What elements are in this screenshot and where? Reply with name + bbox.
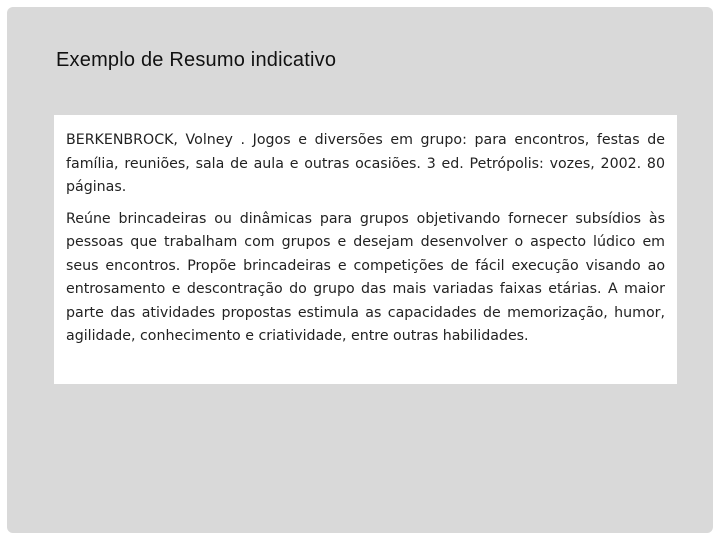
bibliographic-reference: BERKENBROCK, Volney . Jogos e diversões em grupo: para encontros, festas de família, reuniões, sala de aula e outras ocasiões. 3 ed. Petrópolis: vozes, 2002. 80 páginas.	[66, 132, 665, 195]
indicative-abstract-text: Reúne brincadeiras ou dinâmicas para grupos objetivando fornecer subsídios às pessoas que trabalham com grupos e desejam desenvolver o aspecto lúdico em seus encontros. Propõe brincadeiras e competições de fácil execução visando ao entrosamento e descontração do grupo das mais variadas faixas etárias. A maior parte das atividades propostas estimula as capacidades de memorização, humor, agilidade, conhecimento e criatividade, entre outras habilidades.	[66, 210, 665, 344]
slide	[7, 7, 713, 533]
slide-title: Exemplo de Resumo indicativo	[56, 49, 337, 71]
abstract-excerpt-box	[54, 115, 677, 384]
